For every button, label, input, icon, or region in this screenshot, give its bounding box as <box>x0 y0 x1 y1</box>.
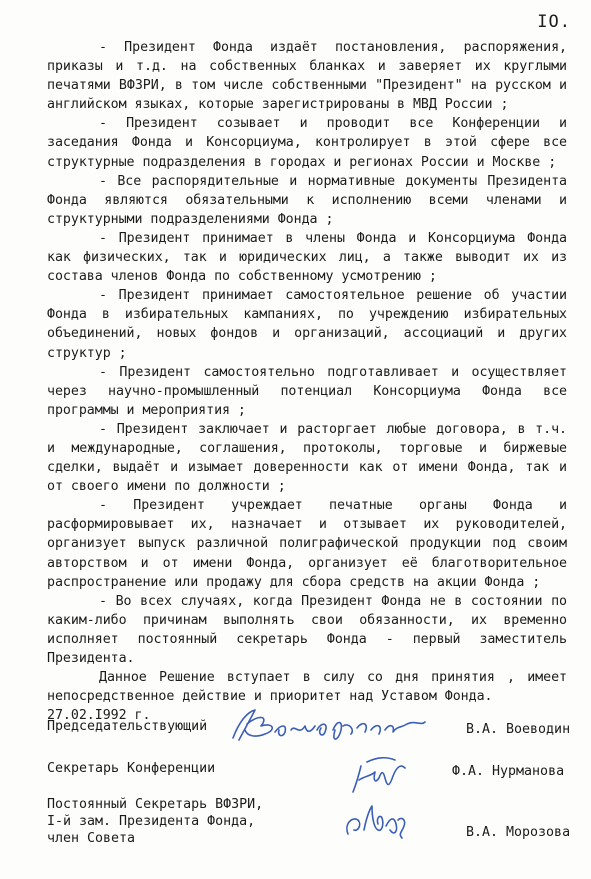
paragraph: - Во всех случаях, когда Президент Фонда не в состоянии по каким-либо причинам выполнять свои обязанности, их временно исполняет постоянный секретарь Фонда - первый заместитель Президента. <box>47 593 567 666</box>
permanent-secretary-signature <box>338 794 418 844</box>
secretary-role: Секретарь Конференции <box>47 761 216 776</box>
page-number: IO. <box>537 12 571 32</box>
paragraph: - Президент учреждает печатные органы Фонда и расформировывает их, назначает и отзывает их руководителей, организует выпуск различной полиграфической продукции под своим авторством и от имени Фонда, организует её благотворительное распространение или продажу для сбора средств на акции Фонда ; <box>47 498 567 590</box>
paragraph: - Президент принимает в члены Фонда и Консорциума Фонда как физических, так и юридических лиц, а также выводит их из состава членов Фонда по собственному усмотрению ; <box>47 230 567 285</box>
permanent-secretary-name: В.А. Морозова <box>466 825 571 840</box>
document-body <box>47 38 567 725</box>
paragraph: - Все распорядительные и нормативные документы Президента Фонда являются обязательными к исполнению всеми членами и структурными подразделениями Фонда ; <box>47 173 567 227</box>
closing-paragraph: Данное Решение вступает в силу со дня принятия , имеет непосредственное действие и приоритет над Уставом Фонда. <box>47 670 567 705</box>
chair-role: Председательствующий <box>47 719 208 734</box>
paragraph: - Президент принимает самостоятельное решение об участии Фонда в избирательных кампаниях, по учреждению избирательных объединений, новых фондов и организаций, ассоциаций и других структур ; <box>47 288 567 361</box>
permanent-secretary-role: Постоянный Секретарь ВФЗРИ, I-й зам. Президента Фонда, член Совета <box>47 797 264 846</box>
chair-signature <box>225 700 455 750</box>
paragraph: - Президент заключает и расторгает любые договора, в т.ч. и международные, соглашения, протоколы, торговые и биржевые сделки, выдаёт и изымает доверенности как от имени Фонда, так и от своего имени по должности ; <box>47 421 567 495</box>
paragraph: - Президент самостоятельно подготавливает и осуществляет через научно-промышленный потенциал Консорциума Фонда все программы и мероприятия ; <box>47 364 567 418</box>
chair-name: В.А. Воеводин <box>466 722 571 737</box>
document-date: 27.02.I992 г. <box>47 708 151 724</box>
secretary-signature <box>345 748 415 798</box>
secretary-name: Ф.А. Нурманова <box>452 764 565 779</box>
paragraph: - Президент созывает и проводит все Конференции и заседания Фонда и Консорциума, контролирует в этой сфере все структурные подразделения в городах и регионах России и Москве ; <box>47 116 567 170</box>
paragraph: - Президент Фонда издаёт постановления, распоряжения, приказы и т.д. на собственных бланках и заверяет их круглыми печатями ВФЗРИ, в том числе собственными "Президент" на русском и английском языках, которые зарегистрированы в МВД России ; <box>47 40 567 113</box>
